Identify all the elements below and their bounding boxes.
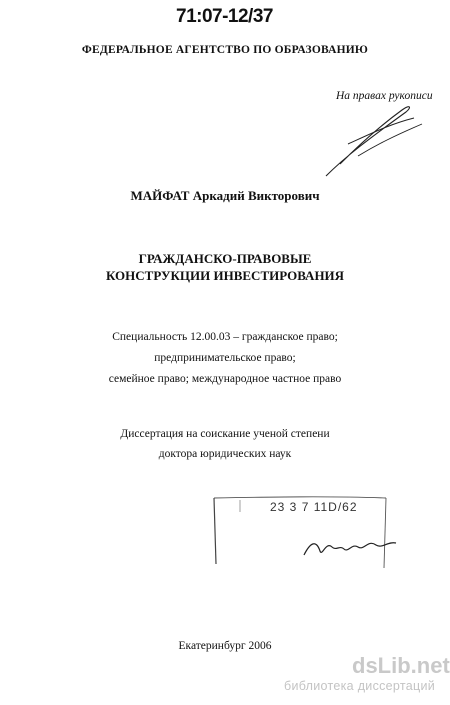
agency-heading: ФЕДЕРАЛЬНОЕ АГЕНТСТВО ПО ОБРАЗОВАНИЮ — [81, 44, 369, 56]
watermark-logo: dsLib.net — [352, 653, 450, 678]
degree-line-1: Диссертация на соискание ученой степени — [120, 428, 330, 440]
manuscript-rights: На правах рукописи — [336, 90, 433, 102]
specialty-line-3: семейное право; международное частное право — [108, 373, 342, 385]
watermark-caption: библиотека диссертаций — [284, 679, 436, 693]
archive-code: 71:07-12/37 — [176, 6, 273, 27]
specialty-line-2: предпринимательское право; — [154, 352, 296, 364]
stamp-date: 23 3 7 11D/62 — [270, 500, 358, 514]
stamp-signature — [300, 525, 400, 565]
handwritten-signature — [318, 94, 428, 184]
degree-line-2: доктора юридических наук — [158, 448, 292, 460]
city-year: Екатеринбург 2006 — [178, 640, 272, 652]
author-name: МАЙФАТ Аркадий Викторович — [130, 188, 320, 203]
specialty-line-1: Специальность 12.00.03 – гражданское право; — [112, 331, 338, 343]
thesis-title-line-1: ГРАЖДАНСКО-ПРАВОВЫЕ — [138, 251, 312, 266]
thesis-title-line-2: КОНСТРУКЦИИ ИНВЕСТИРОВАНИЯ — [105, 268, 345, 283]
